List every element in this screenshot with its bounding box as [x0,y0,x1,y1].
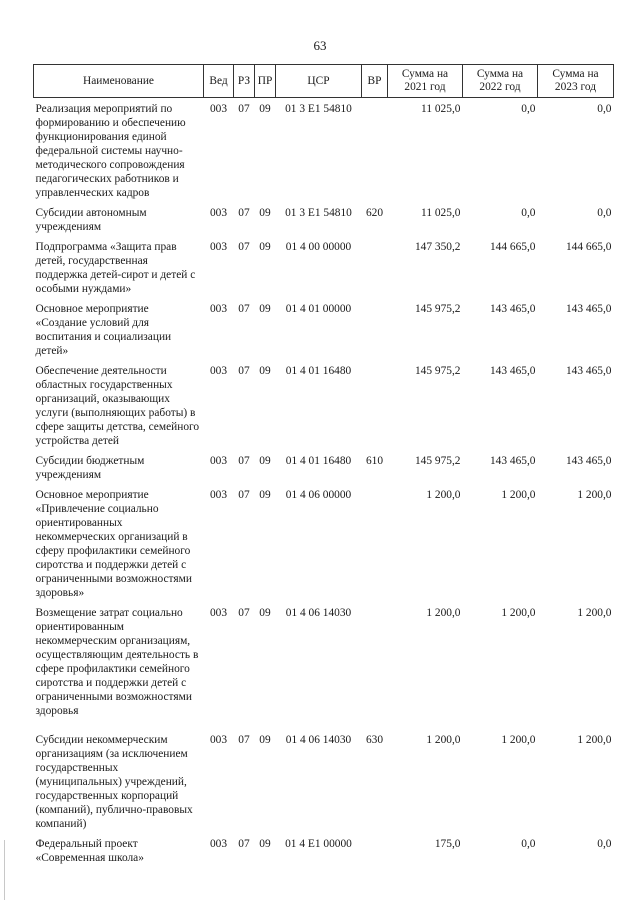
table-row [34,602,614,729]
row-vr [362,833,388,867]
row-name: Реализация мероприятий по формированию и обеспечению функционирования единой федеральной системы научно-методического сопровождения педагогических работников и управленческих кадров [35,103,186,199]
row-ved: 003 [209,489,228,501]
row-sum-2022: 143 465,0 [489,365,536,377]
row-sum-2023: 0,0 [597,838,612,850]
row-sum-2021: 1 200,0 [426,607,461,619]
row-vr [362,484,388,602]
row-pr: 09 [259,365,271,377]
row-sum-2021: 11 025,0 [421,207,461,219]
row-ved: 003 [209,734,228,746]
header-sum-2021: Сумма на 2021 год [388,65,463,98]
row-name: Субсидии автономным учреждениям [35,207,147,233]
table-row [34,484,614,602]
row-sum-2023: 0,0 [597,103,612,115]
row-name: Основное мероприятие «Привлечение социально ориентированных некоммерческих организаций в сферу профилактики семейного сиротства и поддержки детей с ограниченными возможностями здоровья» [35,489,192,599]
table-header-row [34,65,614,98]
row-sum-2021: 175,0 [434,838,461,850]
row-pr: 09 [259,207,271,219]
row-sum-2022: 0,0 [521,207,536,219]
row-vr: 610 [365,455,384,467]
row-sum-2021: 147 350,2 [414,241,461,253]
row-pr: 09 [259,241,271,253]
row-pr: 09 [259,607,271,619]
row-sum-2023: 143 465,0 [565,303,612,315]
row-sum-2023: 1 200,0 [577,607,612,619]
row-sum-2023: 1 200,0 [577,489,612,501]
row-csr: 01 4 06 14030 [285,734,352,746]
table-row [34,833,614,867]
row-rz: 07 [238,838,250,850]
row-sum-2022: 0,0 [521,838,536,850]
row-csr: 01 4 01 16480 [285,455,352,467]
row-rz: 07 [238,303,250,315]
row-sum-2023: 0,0 [597,207,612,219]
row-rz: 07 [238,365,250,377]
table-row [34,236,614,298]
row-ved: 003 [209,838,228,850]
table-row [34,202,614,236]
row-ved: 003 [209,303,228,315]
table-row [34,98,614,203]
row-sum-2021: 11 025,0 [421,103,461,115]
table-row [34,450,614,484]
table-row [34,360,614,450]
row-sum-2022: 1 200,0 [501,734,536,746]
row-sum-2023: 143 465,0 [565,455,612,467]
row-rz: 07 [238,455,250,467]
row-vr [362,298,388,360]
row-sum-2021: 145 975,2 [414,455,461,467]
row-ved: 003 [209,103,228,115]
row-vr [362,602,388,729]
row-vr [362,98,388,203]
row-vr: 620 [365,207,384,219]
row-sum-2022: 1 200,0 [501,489,536,501]
row-sum-2022: 143 465,0 [489,455,536,467]
row-name: Федеральный проект «Современная школа» [35,838,144,864]
row-pr: 09 [259,103,271,115]
header-name: Наименование [34,65,204,98]
row-sum-2021: 145 975,2 [414,303,461,315]
row-sum-2022: 0,0 [521,103,536,115]
header-vr: ВР [362,65,388,98]
row-csr: 01 4 06 14030 [285,607,352,619]
row-csr: 01 4 E1 00000 [285,838,352,850]
table-row [34,298,614,360]
row-sum-2023: 144 665,0 [565,241,612,253]
row-sum-2022: 144 665,0 [489,241,536,253]
row-rz: 07 [238,734,250,746]
row-pr: 09 [259,303,271,315]
row-rz: 07 [238,241,250,253]
row-name: Возмещение затрат социально ориентированным некоммерческим организациям, осуществляющим деятельность в сфере профилактики семейного сиротства и поддержки детей с ограниченными возможностями здоровья [35,607,199,717]
scan-margin-mark [4,840,5,900]
budget-table [33,64,614,867]
row-csr: 01 3 E1 54810 [285,207,352,219]
row-rz: 07 [238,489,250,501]
row-csr: 01 3 E1 54810 [285,103,352,115]
table-row [34,729,614,833]
row-ved: 003 [209,607,228,619]
row-sum-2022: 1 200,0 [501,607,536,619]
row-rz: 07 [238,103,250,115]
row-name: Субсидии некоммерческим организациям (за исключением государственных (муниципальных) учреждений, государственных корпораций (компаний), публично-правовых компаний) [35,734,193,830]
row-csr: 01 4 01 16480 [285,365,352,377]
row-name: Обеспечение деятельности областных государственных организаций, оказывающих услуги (выполняющих работы) в сфере защиты детства, семейного устройства детей [35,365,200,447]
row-vr: 630 [365,734,384,746]
row-ved: 003 [209,455,228,467]
header-pr: ПР [255,65,276,98]
header-sum-2023: Сумма на 2023 год [538,65,614,98]
row-pr: 09 [259,838,271,850]
row-sum-2021: 145 975,2 [414,365,461,377]
row-rz: 07 [238,607,250,619]
row-vr [362,236,388,298]
row-ved: 003 [209,241,228,253]
header-rz: РЗ [234,65,255,98]
row-csr: 01 4 06 00000 [285,489,352,501]
row-sum-2023: 143 465,0 [565,365,612,377]
row-sum-2021: 1 200,0 [426,489,461,501]
row-sum-2023: 1 200,0 [577,734,612,746]
row-pr: 09 [259,489,271,501]
page-number: 63 [313,38,327,53]
header-sum-2022: Сумма на 2022 год [463,65,538,98]
row-rz: 07 [238,207,250,219]
row-pr: 09 [259,734,271,746]
row-pr: 09 [259,455,271,467]
row-sum-2021: 1 200,0 [426,734,461,746]
row-sum-2022: 143 465,0 [489,303,536,315]
row-name: Субсидии бюджетным учреждениям [35,455,145,481]
row-vr [362,360,388,450]
row-name: Основное мероприятие «Создание условий для воспитания и социализации детей» [35,303,172,357]
header-csr: ЦСР [276,65,362,98]
row-ved: 003 [209,207,228,219]
row-name: Подпрограмма «Защита прав детей, государственная поддержка детей-сирот и детей с особыми нуждами» [35,241,196,295]
header-ved: Вед [204,65,234,98]
row-csr: 01 4 01 00000 [285,303,352,315]
row-csr: 01 4 00 00000 [285,241,352,253]
row-ved: 003 [209,365,228,377]
